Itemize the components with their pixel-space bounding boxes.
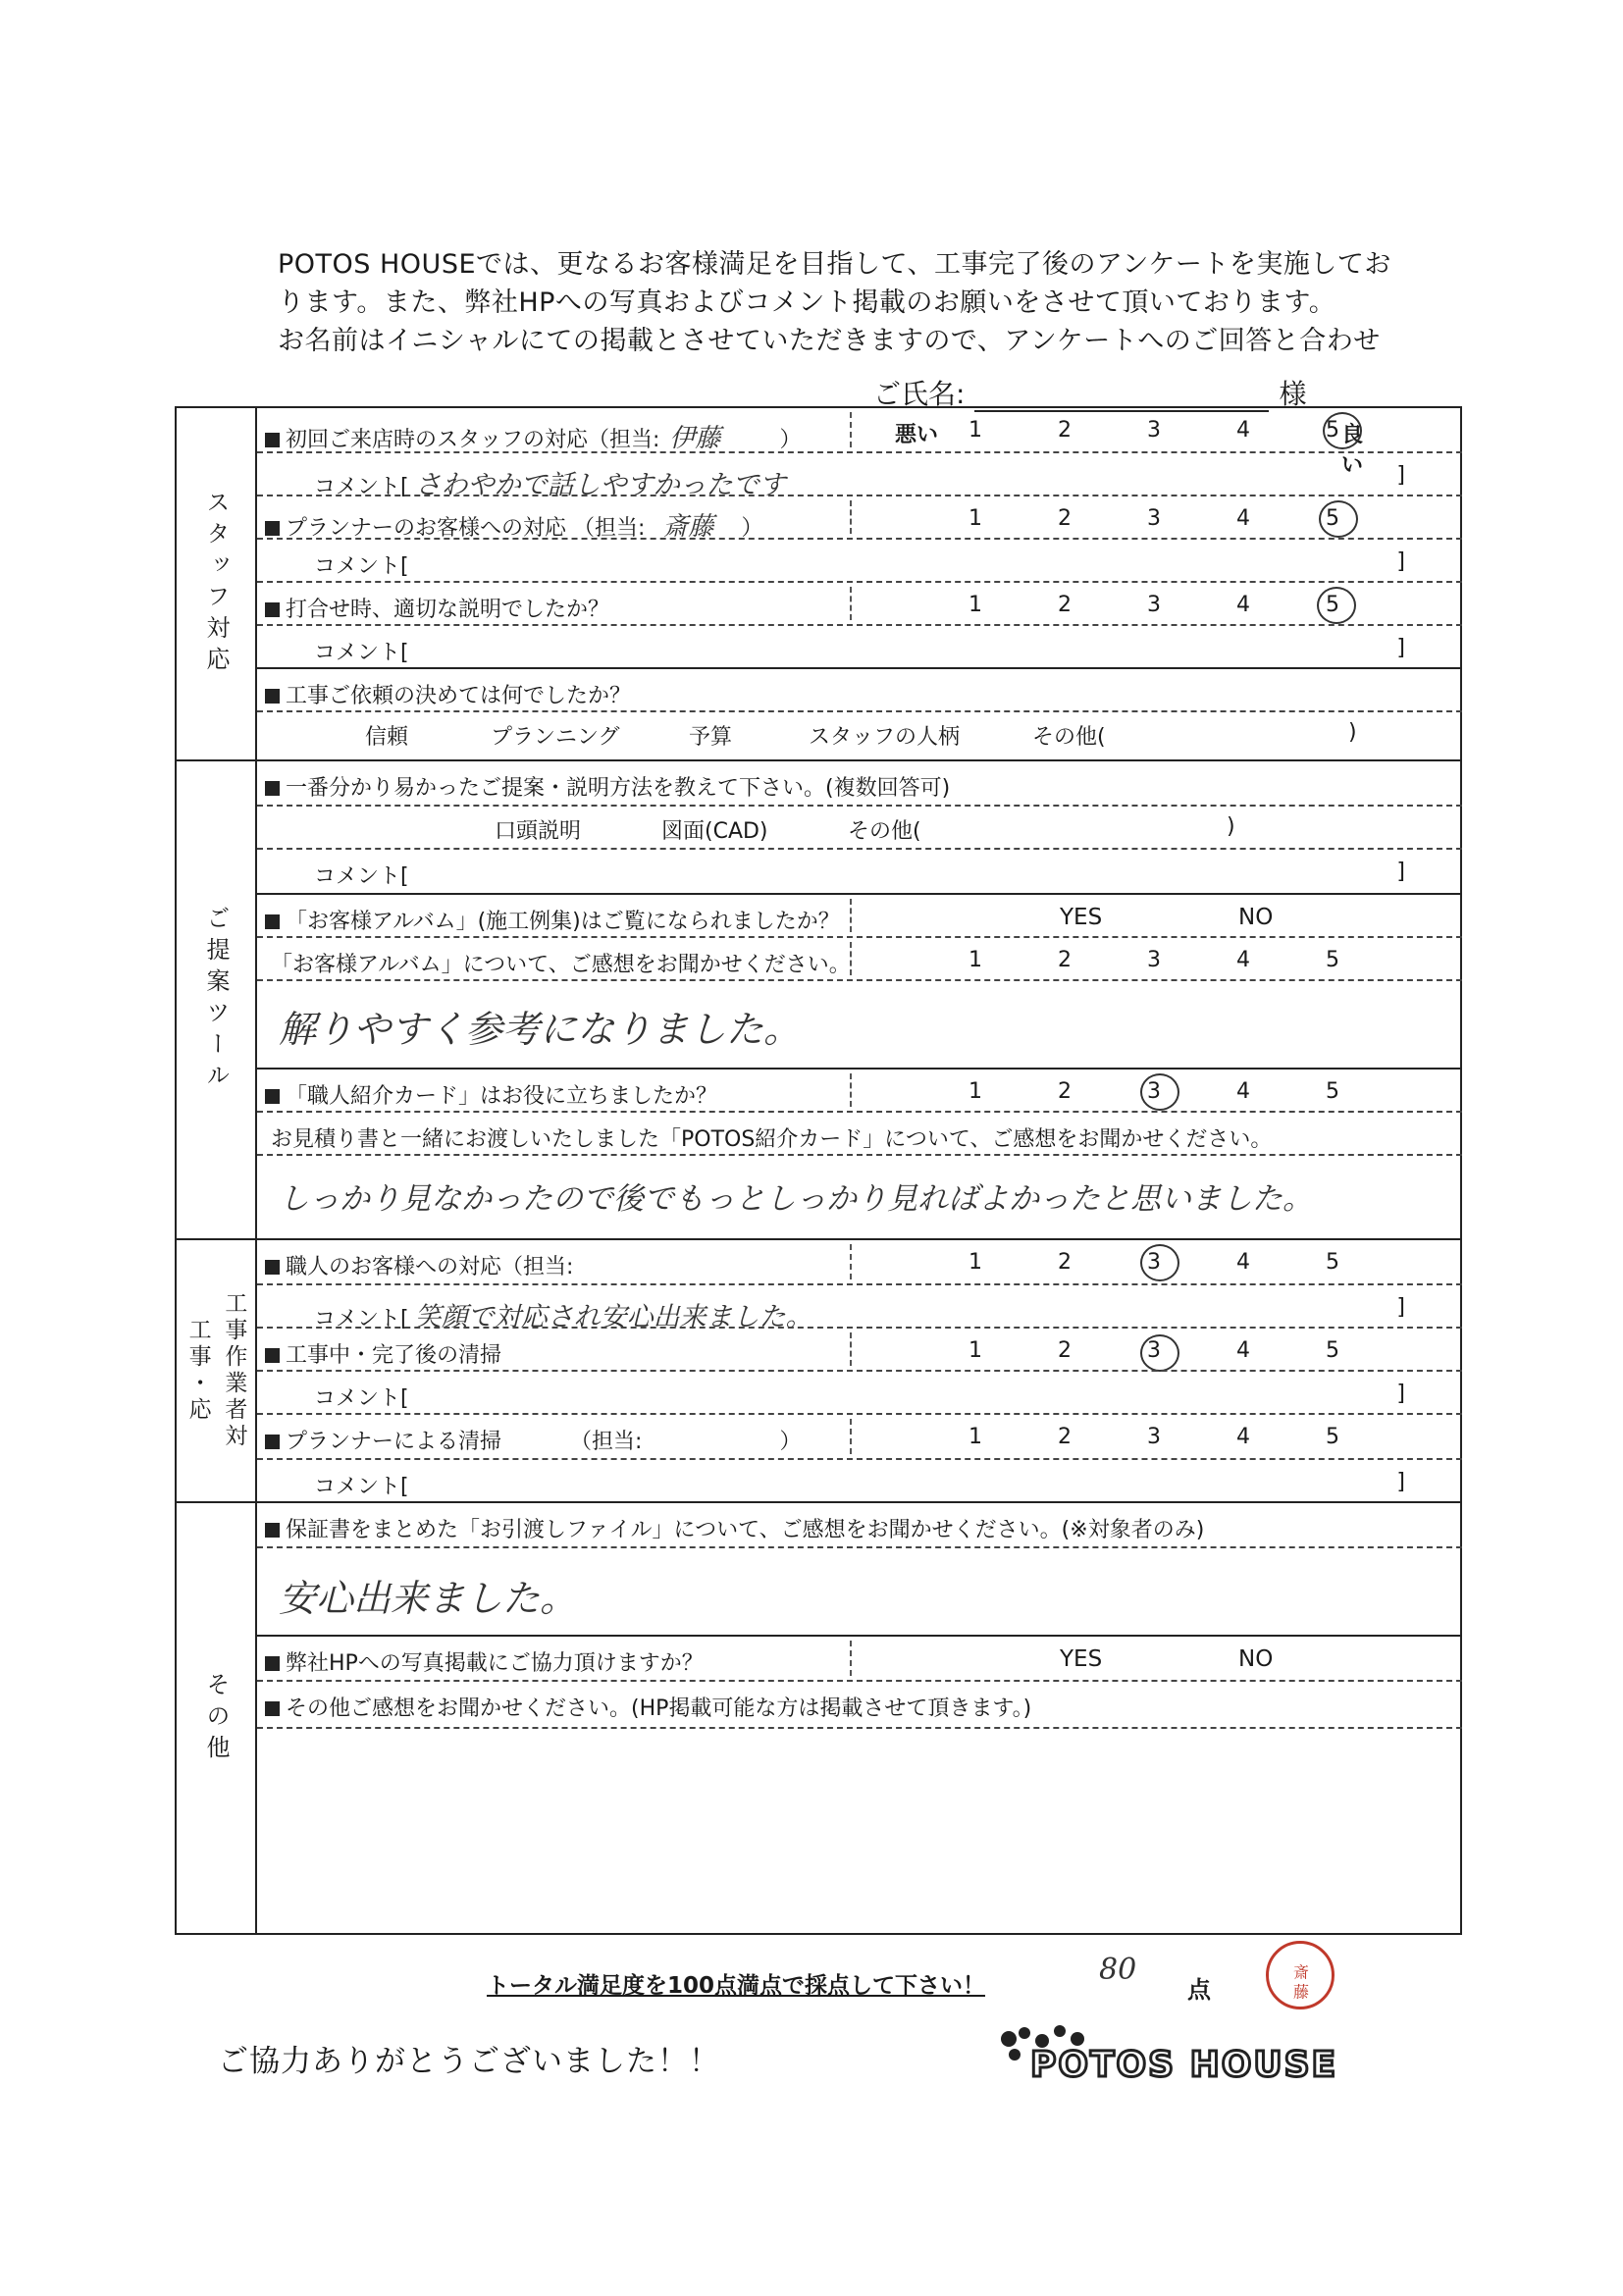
option-staff-personality[interactable]: スタッフの人柄: [809, 725, 961, 750]
name-label: ご氏名:: [873, 378, 966, 410]
rating-4[interactable]: 4: [1236, 506, 1250, 531]
q10-text: 職人のお客様への対応（担当:: [286, 1255, 574, 1279]
intro-line-2: ります。また、弊社HPへの写真およびコメント掲載のお願いをさせて頂いております。: [278, 287, 1336, 318]
section-staff: [177, 408, 1462, 759]
q15-text: その他ご感想をお聞かせください。(HP掲載可能な方は掲載させて頂きます。): [286, 1696, 1032, 1721]
rating-4[interactable]: 4: [1236, 1425, 1250, 1449]
intro-line-3: お名前はイニシャルにての掲載とさせていただきますので、アンケートへのご回答と合わせ: [278, 326, 1381, 356]
section-work: [177, 1238, 1462, 1501]
rating-5[interactable]: 5: [1326, 1338, 1339, 1363]
question-handover-file: [257, 1503, 1462, 1546]
q1-comment: さわやかで話しやすかったです: [414, 470, 786, 500]
scale-bad-label: 悪い: [895, 423, 939, 447]
comment-label: コメント[: [314, 1386, 409, 1411]
option-drawing-cad[interactable]: 図面(CAD): [661, 819, 768, 844]
question-planner: プランナーのお客様への対応 （担当: 斎藤 ） 1 2 3 4 5: [257, 495, 1462, 538]
rating-1[interactable]: 1: [969, 1079, 982, 1104]
rating-3[interactable]: 3: [1147, 948, 1161, 972]
option-budget[interactable]: 予算: [689, 725, 733, 750]
no-option[interactable]: NO: [1238, 1646, 1274, 1672]
q3-comment-row: [257, 624, 1462, 667]
option-planning[interactable]: プランニング: [491, 725, 620, 750]
question-hp-photo: [257, 1635, 1462, 1680]
q2-comment-row: [257, 538, 1462, 581]
q5-text: 一番分かり易かったご提案・説明方法を教えて下さい。(複数回答可): [286, 776, 951, 801]
rating-4[interactable]: 4: [1236, 1079, 1250, 1104]
no-option[interactable]: NO: [1238, 905, 1274, 930]
potos-house-logo: [991, 2021, 1403, 2084]
q12-staff-close: ）: [779, 1430, 802, 1454]
q7-answer: 解りやすく参考になりました。: [279, 1008, 802, 1051]
question-craftsman-card: [257, 1068, 1462, 1111]
q11-comment-row: [257, 1370, 1462, 1413]
rating-3[interactable]: 3: [1147, 418, 1161, 443]
rating-5[interactable]: 5: [1326, 1250, 1339, 1275]
q1-text: 初回ご来店時のスタッフの対応（担当:: [286, 428, 660, 452]
rating-3[interactable]: 3: [1147, 506, 1161, 531]
rating-1[interactable]: 1: [969, 1425, 982, 1449]
q9-text: お見積り書と一緒にお渡しいたしました「POTOS紹介カード」について、ご感想をお聞かせください。: [271, 1127, 1273, 1152]
q4-text: 工事ご依頼の決めては何でしたか？: [286, 684, 632, 708]
q12-text: プランナーによる清掃: [286, 1430, 502, 1454]
scale-good-label: 良い: [1341, 423, 1364, 478]
comment-label: コメント[: [314, 475, 409, 499]
rating-5[interactable]: 5: [1326, 1079, 1339, 1104]
q9-answer-area[interactable]: [257, 1154, 1462, 1240]
question-easy-method: [257, 761, 1462, 805]
comment-close: ]: [1396, 860, 1405, 884]
question-other-feedback[interactable]: [257, 1680, 1462, 1937]
q6-text: 「お客様アルバム」(施工例集)はご覧になられましたか？: [286, 910, 840, 934]
yes-option[interactable]: YES: [1060, 905, 1103, 930]
q8-text: 「職人紹介カード」はお役に立ちましたか？: [286, 1084, 718, 1109]
q5-options-row: [257, 805, 1462, 848]
comment-label: コメント[: [314, 864, 409, 889]
comment-close: ]: [1396, 1295, 1405, 1320]
answer-circle: [1323, 412, 1362, 449]
rating-4[interactable]: 4: [1236, 418, 1250, 443]
question-craftsman-attitude: [257, 1240, 1462, 1283]
intro-line-1: POTOS HOUSEでは、更なるお客様満足を目指して、工事完了後のアンケートを実施してお: [278, 249, 1391, 280]
rating-2[interactable]: 2: [1058, 593, 1072, 617]
comment-close: ]: [1396, 1382, 1405, 1406]
rating-3[interactable]: 3: [1147, 1338, 1161, 1363]
q13-answer-area[interactable]: [257, 1546, 1462, 1635]
option-trust[interactable]: 信頼: [365, 725, 409, 750]
q12-staff-label: （担当:: [570, 1430, 643, 1454]
rating-4[interactable]: 4: [1236, 1338, 1250, 1363]
comment-close: ]: [1396, 636, 1405, 660]
q7-answer-area[interactable]: [257, 979, 1462, 1068]
score-unit: 点: [1187, 1976, 1211, 2004]
q9-answer: しっかり見なかったので後でもっとしっかり見ればよかったと思いました。: [279, 1181, 1313, 1217]
svg-text:藤: 藤: [1290, 1983, 1310, 2000]
q10-comment: 笑顔で対応され安心出来ました。: [414, 1302, 812, 1332]
rating-3[interactable]: 3: [1147, 1250, 1161, 1275]
comment-label: コメント[: [314, 1307, 409, 1331]
survey-form: [175, 406, 1462, 1935]
rating-2[interactable]: 2: [1058, 506, 1072, 531]
q14-text: 弊社HPへの写真掲載にご協力頂けますか？: [286, 1651, 704, 1676]
section-proposal-label: ご提案ツール: [177, 761, 257, 1238]
q7-text: 「お客様アルバム」について、ご感想をお聞かせください。: [271, 953, 851, 977]
comment-close: ]: [1396, 463, 1405, 488]
comment-close: ]: [1396, 549, 1405, 574]
question-album-seen: [257, 893, 1462, 936]
rating-4[interactable]: 4: [1236, 1250, 1250, 1275]
rating-2[interactable]: 2: [1058, 1338, 1072, 1363]
rating-2[interactable]: 2: [1058, 948, 1072, 972]
rating-2[interactable]: 2: [1058, 1079, 1072, 1104]
question-album-feedback: [257, 936, 1462, 979]
rating-5[interactable]: 5: [1326, 1425, 1339, 1449]
question-deciding-factor: [257, 667, 1462, 710]
rating-1[interactable]: 1: [969, 1250, 982, 1275]
q11-text: 工事中・完了後の清掃: [286, 1343, 502, 1368]
q13-text: 保証書をまとめた「お引渡しファイル」について、ご感想をお聞かせください。(※対象者のみ): [286, 1518, 1205, 1542]
option-other[interactable]: その他(: [848, 819, 921, 844]
rating-4[interactable]: 4: [1236, 593, 1250, 617]
section-proposal: [177, 759, 1462, 1238]
total-score-value[interactable]: 80: [1099, 1953, 1137, 1987]
rating-3[interactable]: 3: [1147, 593, 1161, 617]
comment-label: コメント[: [314, 1475, 409, 1499]
intro-text: [278, 245, 1455, 360]
question-first-visit: 初回ご来店時のスタッフの対応（担当: 伊藤 ） 悪い 1 2 3 4 5 良い: [257, 408, 1462, 451]
q12-comment-row: [257, 1458, 1462, 1503]
answer-circle: [1317, 587, 1356, 624]
answer-circle: [1319, 500, 1358, 538]
svg-text:斎: 斎: [1290, 1963, 1310, 1981]
svg-text:POTOS HOUSE: POTOS HOUSE: [1030, 2045, 1338, 2084]
rating-5[interactable]: 5: [1326, 418, 1339, 443]
total-score-prompt: トータル満足度を100点満点で採点して下さい！: [487, 1973, 986, 1999]
divider: [257, 1727, 1462, 1729]
thank-you-message: ご協力ありがとうございました！！: [218, 2044, 720, 2079]
option-other[interactable]: その他(: [1032, 725, 1106, 750]
option-other-close: ): [1348, 720, 1357, 745]
q5-comment-row: [257, 848, 1462, 893]
answer-circle: [1140, 1244, 1179, 1281]
rating-2[interactable]: 2: [1058, 418, 1072, 443]
section-other: [177, 1501, 1462, 1935]
section-other-label: その他: [177, 1503, 257, 1935]
option-verbal[interactable]: 口頭説明: [495, 819, 582, 844]
q10-comment-row: [257, 1283, 1462, 1332]
rating-3[interactable]: 3: [1147, 1079, 1161, 1104]
q1-staff: 伊藤: [669, 424, 721, 453]
section-staff-label: スタッフ対応: [177, 408, 257, 759]
rating-2[interactable]: 2: [1058, 1250, 1072, 1275]
q2-staff: 斎藤: [662, 512, 714, 542]
section-work-label: 工事・応 工事作業者対: [177, 1240, 257, 1501]
rating-2[interactable]: 2: [1058, 1425, 1072, 1449]
rating-3[interactable]: 3: [1147, 1425, 1161, 1449]
seal-stamp: [1266, 1941, 1335, 2009]
rating-1[interactable]: 1: [969, 593, 982, 617]
rating-4[interactable]: 4: [1236, 948, 1250, 972]
rating-5[interactable]: 5: [1326, 948, 1339, 972]
rating-1[interactable]: 1: [969, 1338, 982, 1363]
q4-options-row: [257, 710, 1462, 759]
yes-option[interactable]: YES: [1060, 1646, 1103, 1672]
name-suffix: 様: [1279, 378, 1307, 410]
rating-5[interactable]: 5: [1326, 506, 1339, 531]
q3-text: 打合せ時、適切な説明でしたか？: [286, 598, 610, 622]
rating-1[interactable]: 1: [969, 506, 982, 531]
q2-text: プランナーのお客様への対応 （担当:: [286, 516, 646, 541]
comment-close: ]: [1396, 1470, 1405, 1494]
option-other-close: ): [1227, 814, 1235, 839]
q13-answer: 安心出来ました。: [279, 1577, 578, 1620]
seal-icon: [1276, 1951, 1325, 2000]
comment-label: コメント[: [314, 554, 409, 579]
question-explanation: [257, 581, 1462, 624]
question-planner-cleaning: [257, 1413, 1462, 1458]
q1-comment-row: [257, 451, 1462, 500]
question-cleaning: [257, 1327, 1462, 1370]
rating-5[interactable]: 5: [1326, 593, 1339, 617]
rating-1[interactable]: 1: [969, 418, 982, 443]
answer-circle: [1140, 1073, 1179, 1111]
question-potos-card: [257, 1111, 1462, 1154]
comment-label: コメント[: [314, 641, 409, 665]
rating-1[interactable]: 1: [969, 948, 982, 972]
answer-circle: [1140, 1334, 1179, 1372]
